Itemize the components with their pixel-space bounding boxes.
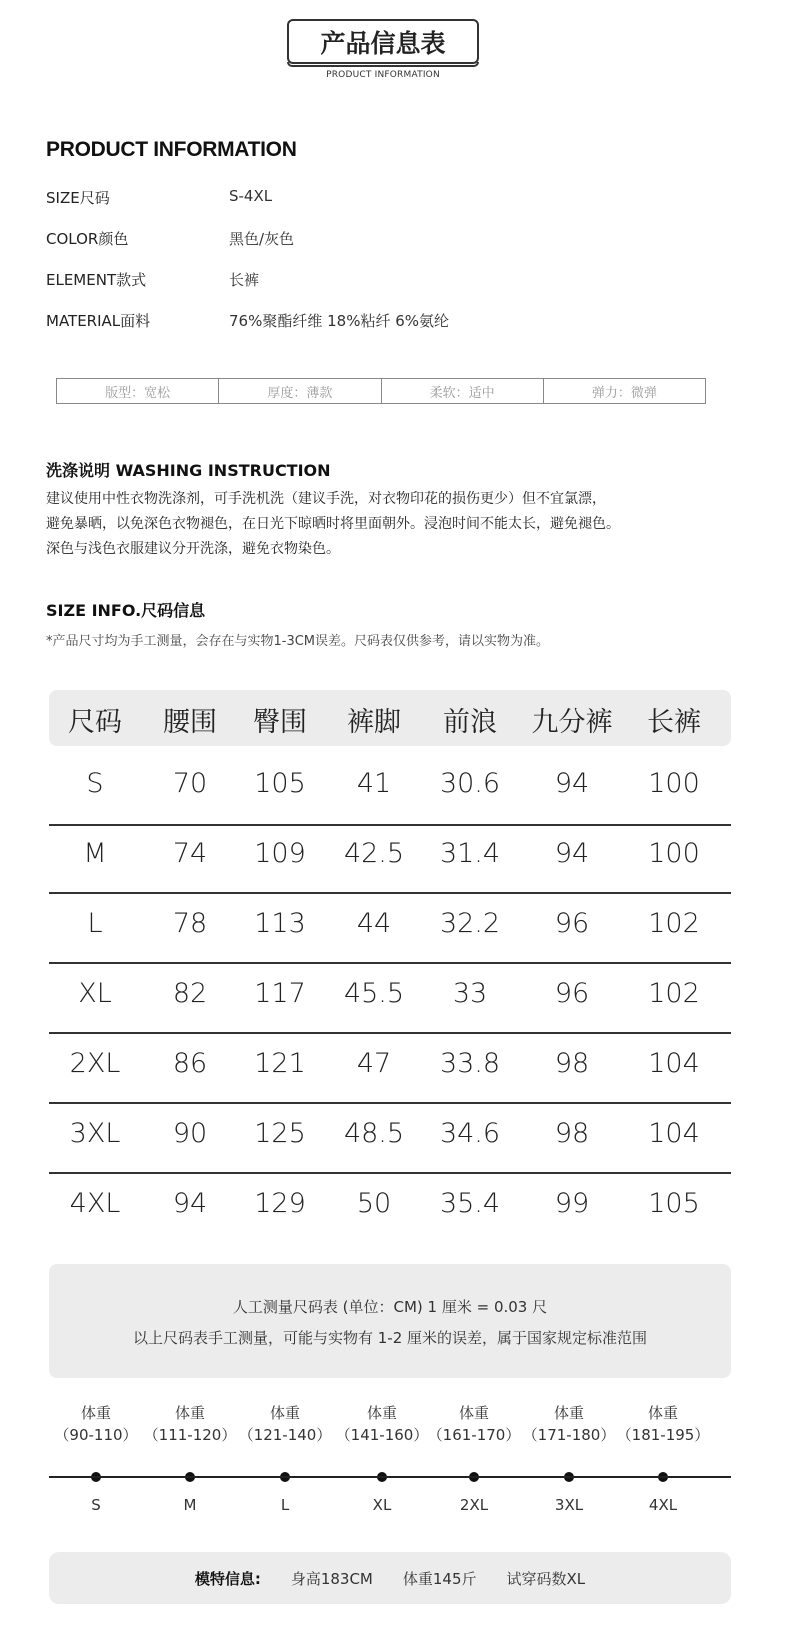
- weight-range: （121-140）: [238, 1426, 332, 1444]
- table-row-divider: [49, 892, 731, 894]
- size-table-cell: 41: [356, 768, 392, 799]
- size-table-header-cell: 长裤: [647, 707, 701, 738]
- feature-thickness: 厚度：薄款: [219, 379, 381, 403]
- model-info-box: [49, 1552, 731, 1604]
- weight-range: （90-110）: [54, 1426, 138, 1444]
- table-row-divider: [49, 1102, 731, 1104]
- element-value: 长裤: [229, 271, 260, 289]
- size-table-cell: 35.4: [439, 1188, 501, 1219]
- size-table-cell: 86: [172, 1048, 208, 1079]
- feature-elasticity: 弹力：微弹: [591, 385, 657, 401]
- size-table-cell: 47: [356, 1048, 392, 1079]
- weight-range: （171-180）: [522, 1426, 616, 1444]
- size-table-cell: 105: [254, 768, 306, 799]
- size-table-cell: 42.5: [343, 838, 405, 869]
- weight-label: 体重: [366, 1404, 397, 1422]
- size-table-cell: 99: [554, 1188, 590, 1219]
- size-table-cell: 90: [172, 1118, 208, 1149]
- material-label: MATERIAL面料: [46, 312, 151, 330]
- size-table-cell: 82: [172, 978, 208, 1009]
- size-table-cell: 105: [648, 1188, 700, 1219]
- scale-line: [49, 1476, 731, 1478]
- weight-label: 体重: [174, 1404, 205, 1422]
- size-table-cell: 98: [554, 1048, 590, 1079]
- washing-line-2: 避免暴晒，以免深色衣物褪色，在日光下晾晒时将里面朝外。浸泡时间不能太长，避免褪色。: [46, 516, 620, 532]
- weight-label: 体重: [269, 1404, 300, 1422]
- scale-size-label: 4XL: [648, 1496, 678, 1514]
- size-table-cell: 121: [254, 1048, 306, 1079]
- weight-label: 体重: [80, 1404, 111, 1422]
- size-table-cell: 44: [356, 908, 392, 939]
- weight-label: 体重: [553, 1404, 584, 1422]
- weight-range: （111-120）: [143, 1426, 237, 1444]
- element-label: ELEMENT款式: [46, 271, 147, 289]
- model-info-label: 模特信息:: [194, 1569, 261, 1588]
- size-table-cell: 48.5: [343, 1118, 405, 1149]
- size-label: SIZE尺码: [46, 189, 110, 207]
- page-subtitle: PRODUCT INFORMATION: [326, 70, 440, 80]
- size-table-cell: 34.6: [439, 1118, 501, 1149]
- size-table-cell: 30.6: [439, 768, 501, 799]
- measure-note-line-2: 以上尺码表手工测量，可能与实物有 1-2 厘米的误差，属于国家规定标准范围: [132, 1329, 648, 1347]
- weight-label: 体重: [647, 1404, 678, 1422]
- size-table-cell: 100: [648, 768, 700, 799]
- weight-range: （141-160）: [335, 1426, 429, 1444]
- size-table-cell: 94: [172, 1188, 208, 1219]
- size-table-cell: 2XL: [69, 1048, 121, 1079]
- table-row-divider: [49, 824, 731, 826]
- size-table-header-cell: 腰围: [163, 707, 217, 738]
- table-row-divider: [49, 1032, 731, 1034]
- scale-size-label: M: [183, 1496, 197, 1514]
- size-table-cell: 117: [254, 978, 306, 1009]
- washing-line-3: 深色与浅色衣服建议分开洗涤，避免衣物染色。: [46, 541, 340, 557]
- size-table-cell: 50: [356, 1188, 392, 1219]
- washing-line-1: 建议使用中性衣物洗涤剂，可手洗机洗（建议手洗，对衣物印花的损伤更少）但不宜氯漂，: [46, 491, 606, 507]
- size-table-cell: 96: [554, 978, 590, 1009]
- size-table-cell: 32.2: [439, 908, 501, 939]
- color-value: 黑色/灰色: [229, 230, 295, 248]
- scale-size-label: 3XL: [554, 1496, 584, 1514]
- size-table-header-cell: 臀围: [253, 707, 307, 738]
- size-table-cell: 98: [554, 1118, 590, 1149]
- size-table-header-cell: 九分裤: [531, 707, 613, 738]
- color-label: COLOR颜色: [46, 230, 129, 248]
- model-size: 试穿码数XL: [506, 1569, 586, 1588]
- size-table-cell: 31.4: [439, 838, 501, 869]
- size-table-cell: 78: [172, 908, 208, 939]
- measure-note-box: [49, 1264, 731, 1378]
- size-table-cell: L: [87, 908, 103, 939]
- table-row-divider: [49, 962, 731, 964]
- material-value: 76%聚酯纤维 18%粘纤 6%氨纶: [229, 312, 450, 330]
- size-table-header-cell: 裤脚: [347, 707, 401, 738]
- size-table-cell: M: [83, 838, 107, 869]
- size-table-header-cell: 前浪: [443, 707, 497, 738]
- size-table-cell: 129: [254, 1188, 306, 1219]
- size-info-title: SIZE INFO.尺码信息: [46, 601, 206, 620]
- size-table-cell: 33.8: [439, 1048, 501, 1079]
- scale-size-label: XL: [372, 1496, 392, 1514]
- model-weight: 体重145斤: [402, 1569, 477, 1588]
- size-table-cell: 70: [172, 768, 208, 799]
- table-row-divider: [49, 1172, 731, 1174]
- product-info-title: PRODUCT INFORMATION: [46, 138, 297, 161]
- size-table-cell: 104: [648, 1048, 700, 1079]
- model-height: 身高183CM: [290, 1569, 373, 1588]
- scale-size-label: S: [91, 1496, 101, 1514]
- page-title: 产品信息表: [287, 19, 479, 64]
- size-table-cell: XL: [78, 978, 112, 1009]
- size-table-cell: 45.5: [343, 978, 405, 1009]
- size-value: S-4XL: [229, 187, 273, 205]
- size-table-cell: 96: [554, 908, 590, 939]
- size-table-cell: 4XL: [69, 1188, 121, 1219]
- size-table-cell: 125: [254, 1118, 306, 1149]
- size-table-cell: 33: [452, 978, 488, 1009]
- weight-range: （181-195）: [616, 1426, 710, 1444]
- measure-note-line-1: 人工测量尺码表 (单位：CM) 1 厘米 = 0.03 尺: [232, 1298, 548, 1316]
- size-table-cell: 94: [554, 838, 590, 869]
- size-table-cell: 100: [648, 838, 700, 869]
- size-table-cell: 102: [648, 908, 700, 939]
- feature-fit: 版型：宽松: [57, 379, 219, 403]
- weight-label: 体重: [458, 1404, 489, 1422]
- weight-range: （161-170）: [427, 1426, 521, 1444]
- size-info-note: *产品尺寸均为手工测量，会存在与实物1-3CM误差。尺码表仅供参考，请以实物为准。: [46, 634, 550, 649]
- size-table-cell: 113: [254, 908, 306, 939]
- size-table-cell: 3XL: [69, 1118, 121, 1149]
- size-table-cell: 74: [172, 838, 208, 869]
- size-table-cell: 104: [648, 1118, 700, 1149]
- size-table-cell: 94: [554, 768, 590, 799]
- size-table-cell: 109: [254, 838, 306, 869]
- feature-bar: [56, 378, 706, 404]
- size-table-header-cell: 尺码: [68, 707, 122, 738]
- scale-size-label: 2XL: [459, 1496, 489, 1514]
- size-table-cell: S: [86, 768, 104, 799]
- size-table-cell: 102: [648, 978, 700, 1009]
- feature-softness: 柔软：适中: [382, 379, 544, 403]
- washing-title: 洗涤说明 WASHING INSTRUCTION: [46, 461, 331, 480]
- scale-size-label: L: [280, 1496, 290, 1514]
